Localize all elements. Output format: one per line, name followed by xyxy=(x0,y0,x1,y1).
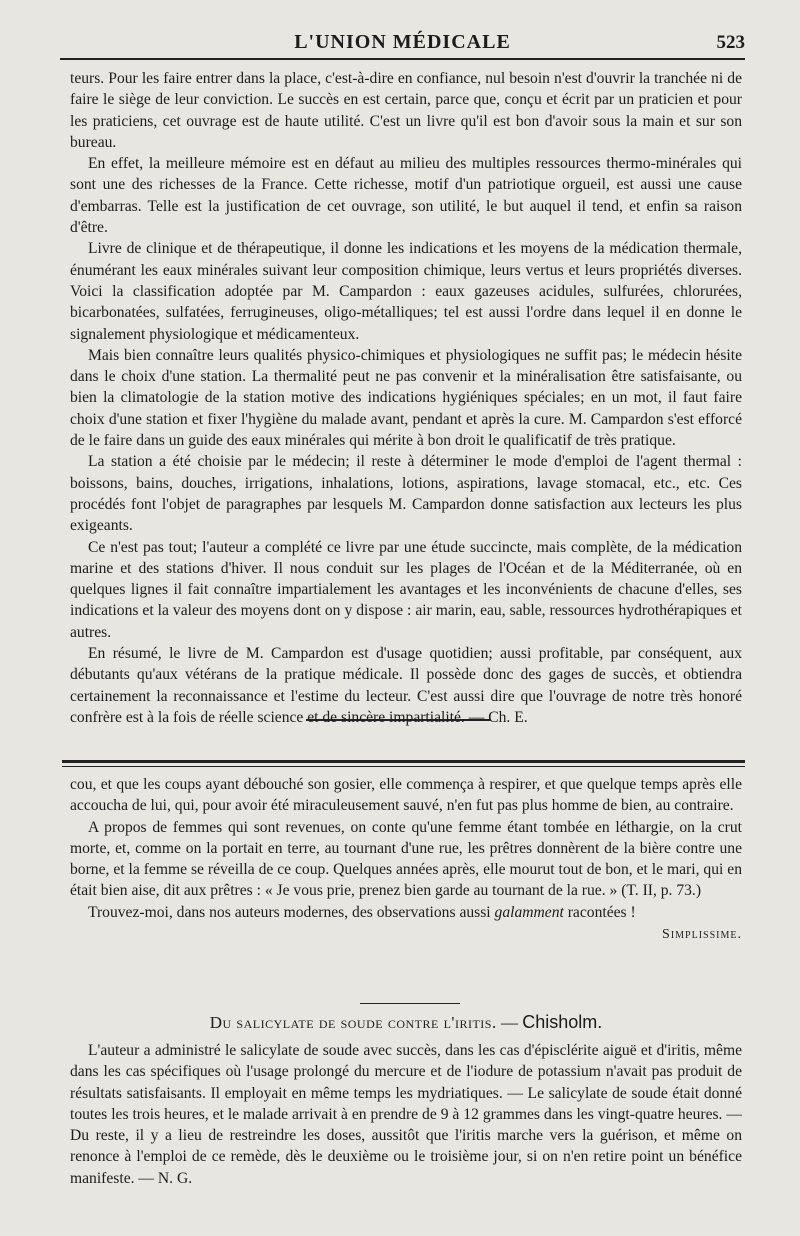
feuilleton-paragraph-1: cou, et que les coups ayant débouché son gosier, elle commença à respirer, et que quelque temps après elle accoucha de lui, qui, pour avoir été miraculeusement sauvé, n'en fut pas plus homme de bien, au contraire. xyxy=(70,776,742,815)
review-paragraph-1: teurs. Pour les faire entrer dans la place, c'est-à-dire en confiance, nul besoin n'est d'ouvrir la tranchée ni de faire le siège de leur conviction. Le succès en est certain, parce que, conçu et écrit par un praticien et pour les praticiens, cet ouvrage est de haute utilité. C'est un livre qu'il est bon d'avoir sous la main et sur son bureau. xyxy=(70,70,742,151)
feuilleton-rule-thin xyxy=(62,766,745,767)
review-paragraph-3: Livre de clinique et de thérapeutique, il donne les indications et les moyens de la médication thermale, énumérant les eaux minérales suivant leur composition chimique, leurs vertus et leurs propriétés diverses. Voici la classification adoptée par M. Campardon : eaux gazeuses acidules, sulfurées, chlorurées, bicarbonatées, sulfatées, ferrugineuses, oligo-métalliques; tel est aussi l'ordre dans lequel il en donne le signalement physiologique et médicamenteux. xyxy=(70,240,742,343)
review-paragraph-7: En résumé, le livre de M. Campardon est d'usage quotidien; aussi profitable, par conséquent, aux débutants qu'aux vétérans de la pratique médicale. Il possède donc des gages de succès, et obtiendra certainement la reconnaissance et l'estime du lecteur. C'est aussi dire que l'ouvrage de notre très honoré confrère est à la fois de réelle science et de sincère impartialité. — Ch. E. xyxy=(70,645,742,726)
feuilleton-text-b: racontées ! xyxy=(563,903,636,921)
feuilleton-rule-thick xyxy=(62,760,745,763)
review-paragraph-2: En effet, la meilleure mémoire est en défaut au milieu des multiples ressources thermo-minérales qui sont une des richesses de la France. Cette richesse, motif d'un patriotique orgueil, est aussi une cause d'embarras. Telle est la justification de cet ouvrage, son utilité, le but auquel il tend, et enfin sa raison d'être. xyxy=(70,155,742,237)
article-section xyxy=(70,1040,742,1189)
review-paragraph-4: Mais bien connaître leurs qualités physico-chimiques et physiologiques ne suffit pas; le médecin hésite dans le choix d'une station. La thermalité peut ne pas convenir et la minéralisation être satisfaisante, ou bien la climatologie de la station motive des indications hygiéniques spéciales; en un mot, il faut faire choix d'une station et fixer l'hygiène du malade avant, pendant et après la cure. M. Campardon s'est efforcé de le faire dans un guide des eaux minérales qui mérite à bon droit le qualificatif de très pratique. xyxy=(70,346,742,450)
article-title-text: Du salicylate de soude contre l'iritis. xyxy=(209,1013,497,1032)
book-review-section xyxy=(70,68,742,728)
running-title: L'UNION MÉDICALE xyxy=(294,31,511,53)
article-title xyxy=(70,1012,742,1033)
feuilleton-paragraph-2: A propos de femmes qui sont revenues, on conte qu'une femme étant tombée en léthargie, on la crut morte, et, comme on la portait en terre, au tournant d'une rue, les prêtres donnèrent de la bière contre une borne, et la femme se réveilla de ce coup. Quelques années après, elle mourut tout de bon, et le mari, qui en était bien aise, dit aux prêtres : « Je vous prie, prenez bien garde au tournant de la rue. » (T. II, p. 73.) xyxy=(70,818,742,900)
article-paragraph: L'auteur a administré le salicylate de soude avec succès, dans les cas d'épisclérite aiguë et d'iritis, même dans les cas spécifiques où l'usage prolongé du mercure et de l'iodure de potassium n'avait pas produit de résultats satisfaisants. Il employait en même temps les mydriatiques. — Le salicylate de soude était donné toutes les trois heures, et le malade arrivait à en prendre de 9 à 12 grammes dans les vingt-quatre heures. — Du reste, il y a lieu de restreindre les doses, aussitôt que l'iritis marche vers la guérison, et même on renonce à l'emploi de ce remède, dès le deuxième ou le troisième jour, si on n'en retire point un bénéfice manifeste. — N. G. xyxy=(70,1042,742,1187)
feuilleton-signature: Simplissime. xyxy=(662,927,742,943)
short-divider xyxy=(360,1003,460,1004)
review-paragraph-6: Ce n'est pas tout; l'auteur a complété ce livre par une étude succincte, mais complète, de la médication marine et des stations d'hiver. Il nous conduit sur les plages de l'Océan et de la Méditerranée, où en quelques lignes il fait connaître impartialement les avantages et les inconvénients de chacune d'elles, ses indications et la valeur des moyens dont on y dispose : air marin, eau, sable, ressources hydrothérapiques et autres. xyxy=(70,538,742,641)
section-end-rule xyxy=(306,719,491,721)
feuilleton-section xyxy=(70,774,742,945)
feuilleton-italic-word: galamment xyxy=(494,903,564,921)
page-header xyxy=(60,24,745,54)
article-author: Chisholm. xyxy=(522,1012,603,1032)
review-paragraph-5: La station a été choisie par le médecin; il reste à déterminer le mode d'emploi de l'agent thermal : boissons, bains, douches, irrigations, inhalations, lotions, aspirations, lavage stomacal, etc., etc. Ces procédés font l'objet de paragraphes par lesquels M. Campardon donne satisfaction aux lecteurs les plus exigeants. xyxy=(70,453,742,535)
header-rule xyxy=(60,58,745,60)
article-title-dash: — xyxy=(496,1013,523,1032)
feuilleton-text-a: Trouvez-moi, dans nos auteurs modernes, des observations aussi xyxy=(88,903,495,921)
feuilleton-paragraph-3 xyxy=(70,902,742,923)
page-number: 523 xyxy=(716,32,745,53)
